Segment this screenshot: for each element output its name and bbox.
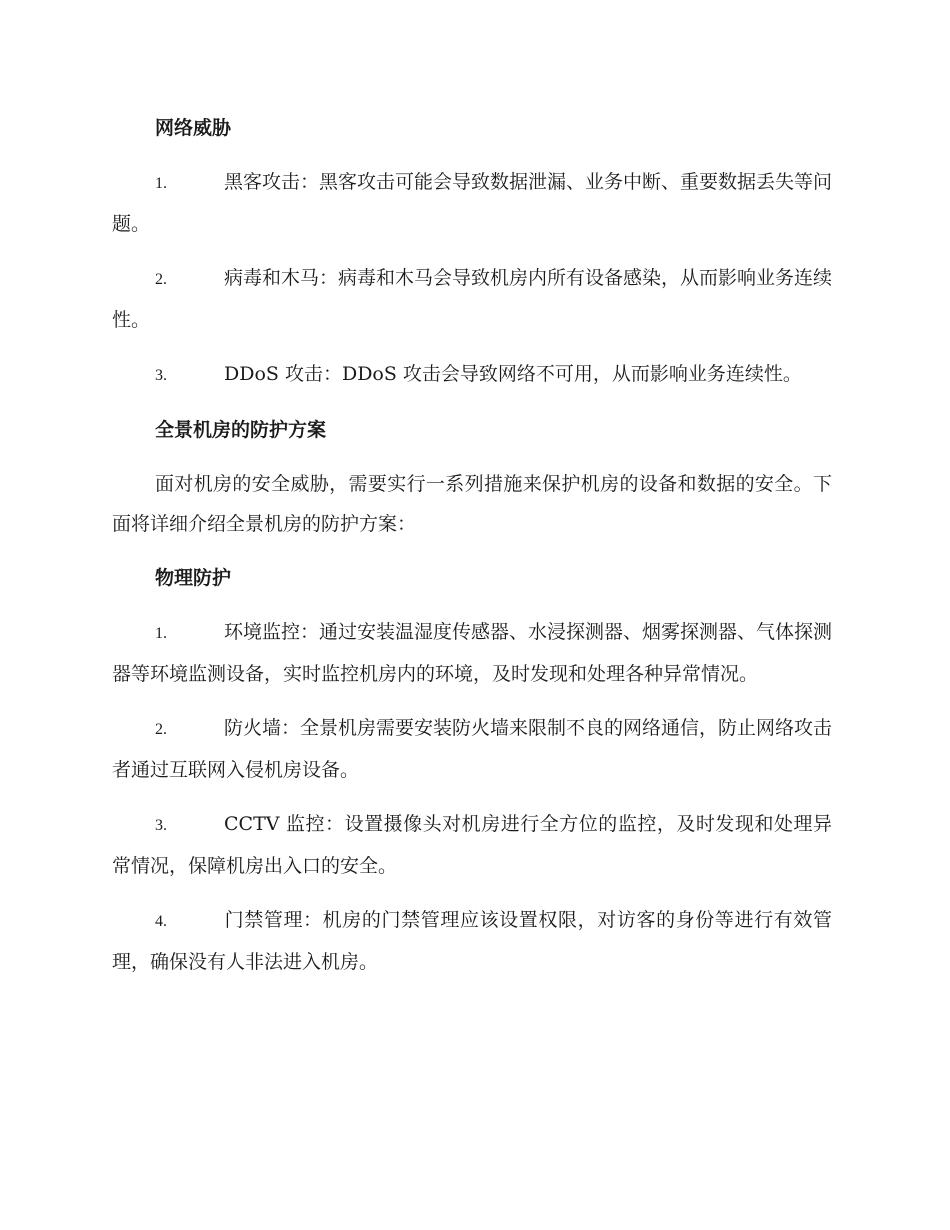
- list-item-text: 门禁管理：机房的门禁管理应该设置权限，对访客的身份等进行有效管理，确保没有人非法进入机房。: [112, 909, 832, 973]
- list-number: 1.: [155, 175, 167, 192]
- list-item: [112, 162, 832, 244]
- list-item: [112, 900, 832, 982]
- list-item: [112, 354, 832, 396]
- list-number: 2.: [155, 721, 167, 738]
- list-item: [112, 708, 832, 790]
- list-item-text: DDoS 攻击：DDoS 攻击会导致网络不可用，从而影响业务连续性。: [224, 363, 802, 385]
- list-number: 3.: [155, 817, 167, 834]
- body-paragraph: 面对机房的安全威胁，需要实行一系列措施来保护机房的设备和数据的安全。下面将详细介绍全景机房的防护方案：: [112, 473, 832, 535]
- list-item-text: 防火墙：全景机房需要安装防火墙来限制不良的网络通信，防止网络攻击者通过互联网入侵机房设备。: [112, 717, 833, 781]
- list-item: [112, 804, 832, 886]
- list-number: 3.: [155, 367, 167, 384]
- document-page: [112, 108, 832, 996]
- list-number: 2.: [155, 271, 167, 288]
- section-heading-physical-protection: 物理防护: [155, 567, 232, 589]
- list-item: [112, 258, 832, 340]
- list-item-text: 环境监控：通过安装温湿度传感器、水浸探测器、烟雾探测器、气体探测器等环境监测设备，实时监控机房内的环境，及时发现和处理各种异常情况。: [112, 621, 833, 685]
- section-heading-network-threats: 网络威胁: [155, 117, 232, 139]
- list-number: 1.: [155, 625, 167, 642]
- list-item-text: 病毒和木马：病毒和木马会导致机房内所有设备感染，从而影响业务连续性。: [112, 267, 833, 331]
- section-heading-protection-plan: 全景机房的防护方案: [155, 419, 327, 441]
- list-number: 4.: [155, 913, 167, 930]
- list-item: [112, 612, 832, 694]
- list-item-text: 黑客攻击：黑客攻击可能会导致数据泄漏、业务中断、重要数据丢失等问题。: [112, 171, 833, 235]
- list-item-text: CCTV 监控：设置摄像头对机房进行全方位的监控，及时发现和处理异常情况，保障机房出入口的安全。: [112, 813, 832, 877]
